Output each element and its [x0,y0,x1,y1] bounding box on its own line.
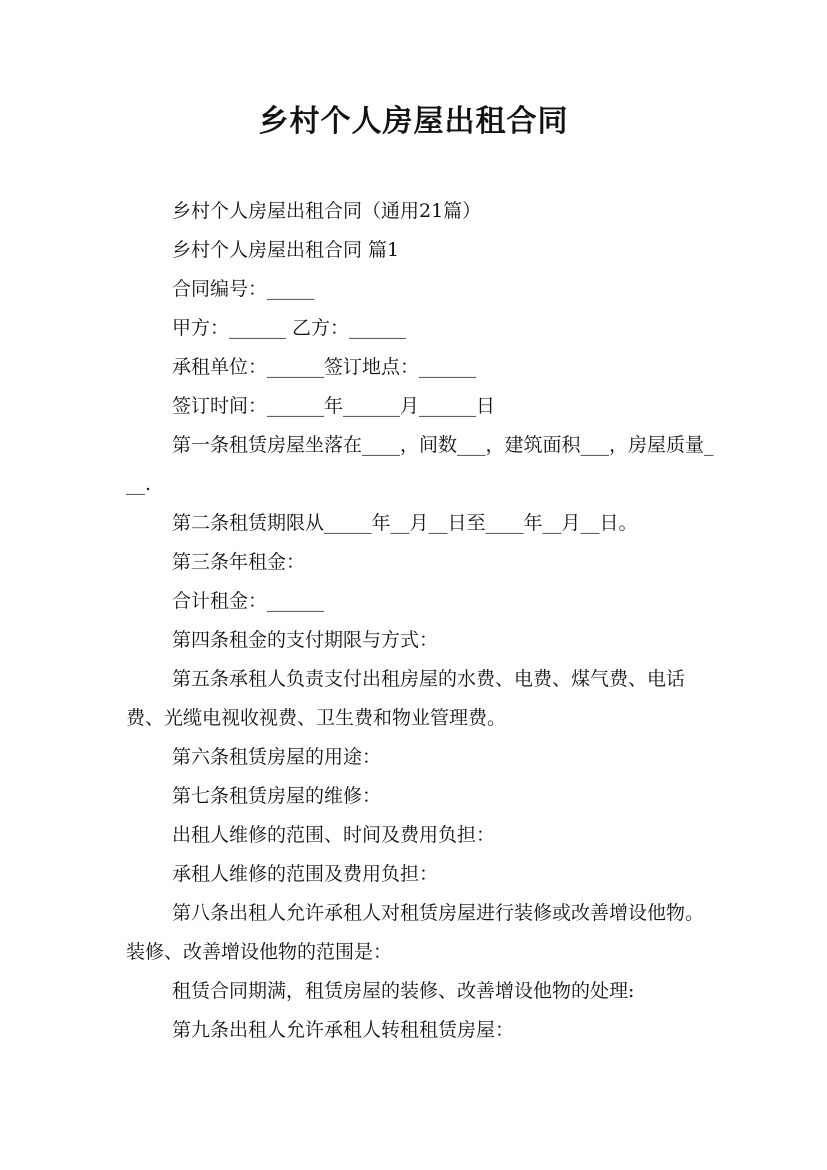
paragraph-parties: 甲方：______ 乙方：______ [172,317,407,339]
paragraph-sign-date: 签订时间：______年______月______日 [172,395,496,417]
paragraph-lessee-unit: 承租单位：______签订地点：______ [172,356,477,378]
paragraph-article-2: 第二条租赁期限从_____年__月__日至____年__月__日。 [172,512,638,534]
paragraph-lessor-repair: 出租人维修的范围、时间及费用负担： [172,824,496,846]
paragraph-section-heading: 乡村个人房屋出租合同 篇1 [172,239,400,261]
paragraph-article-6: 第六条租赁房屋的用途： [172,746,382,768]
paragraph-article-9: 第九条出租人允许承租人转租租赁房屋： [172,1019,515,1041]
paragraph-total-rent: 合计租金：______ [172,590,325,612]
paragraph-article-7: 第七条租赁房屋的维修： [172,785,382,807]
paragraph-contract-number: 合同编号：_____ [172,278,315,300]
paragraph-article-5: 第五条承租人负责支付出租房屋的水费、电费、煤气费、电话费、光缆电视收视费、卫生费和物业管理费。 [126,668,686,729]
paragraph-article-8: 第八条出租人允许承租人对租赁房屋进行装修或改善增设他物。装修、改善增设他物的范围是： [126,902,705,963]
paragraph-article-3: 第三条年租金： [172,551,306,573]
document-body [126,192,716,1050]
paragraph-lessee-repair: 承租人维修的范围及费用负担： [172,863,439,885]
paragraph-subtitle: 乡村个人房屋出租合同（通用21篇） [172,200,482,222]
paragraph-lease-expiry: 租赁合同期满，租赁房屋的装修、改善增设他物的处理: [172,980,635,1002]
paragraph-article-1: 第一条租赁房屋坐落在____，间数___，建筑面积___，房屋质量___. [126,434,714,495]
document-title: 乡村个人房屋出租合同 [258,104,569,139]
paragraph-article-4: 第四条租金的支付期限与方式： [172,629,439,651]
